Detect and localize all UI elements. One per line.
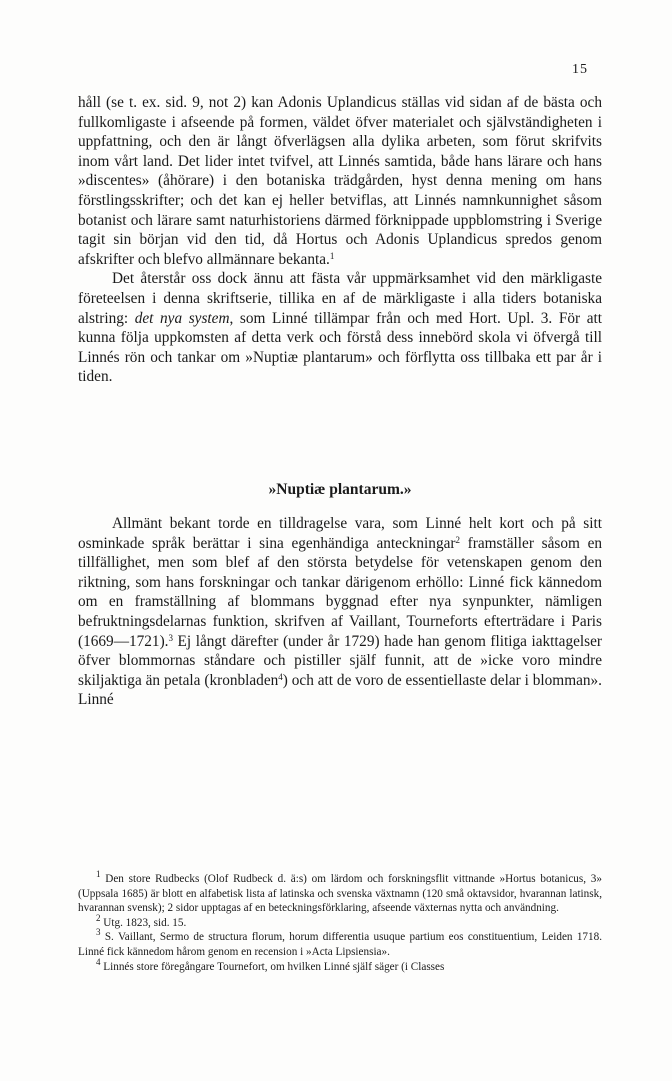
paragraph-2-part-1: Det återstår oss dock ännu att fästa vår uppmärksamhet vid den märkligaste företeelsen i denna skriftserie, tillika en af de märkligaste i alla tiders botaniska alstring:: [78, 270, 602, 327]
footnote-ref-4: 4: [278, 671, 283, 682]
paragraph-3: [78, 514, 602, 710]
section-text: [78, 514, 602, 710]
footnote-text: S. Vaillant, Sermo de structura florum, horum differentia usuque partium eos constituentium, Leiden 1718. Linné fick kännedom hårom genom en recension i »Acta Lipsiensia».: [78, 931, 602, 958]
paragraph-2-part-2: , som Linné tillämpar från och med Hort. Upl. 3. För att kunna följa uppkomsten af detta verk och förstå dess innebörd skola vi öfvergå till Linnés rön och tankar om »Nuptiæ plantarum» och förflytta oss tillbaka ett par år i tiden.: [78, 309, 602, 386]
paragraph-1: [78, 93, 602, 269]
footnote-1: [78, 869, 602, 916]
footnotes: [78, 869, 602, 974]
footnote-mark: 2: [96, 912, 101, 923]
footnote-text: Utg. 1823, sid. 15.: [100, 916, 187, 929]
footnote-3: [78, 927, 602, 959]
footnote-mark: 4: [96, 956, 101, 967]
footnote-text: Den store Rudbecks (Olof Rudbeck d. ä:s) om lärdom och forskningsflit vittnande »Hortus botanicus, 3» (Uppsala 1685) är blott en alfabetisk lista af latinska och svenska växtnamn (120 små oktavsidor, hvarannan latinsk, hvarannan svensk); 2 sidor upptagas af en beteckningsförklaring, afseende växternas nytta och användning.: [78, 873, 602, 915]
paragraph-2-emphasis: det nya system: [134, 309, 230, 327]
paragraph-2: [78, 269, 602, 387]
paragraph-1-text: håll (se t. ex. sid. 9, not 2) kan Adonis Uplandicus ställas vid sidan af de bästa och fullkomligaste i afseende på formen, väldet öfver materialet och självständigheten i uppfattning, och den är långt öfverlägsen alla dylika arbeten, som förut skrifvits inom vårt land. Det lider intet tvifvel, att Linnés samtida, både hans lärare och hans »discentes» (åhörare) i den botaniska trädgården, hyst denna mening om hans förstlingsskrifter; och det kan ej heller betviflas, att Linnés namnkunnighet såsom botanist och lärare samt naturhistoriens därmed förknippade uppblomstring i Sverige tagit sin början vid den tid, då Hortus och Adonis Uplandicus spredos genom afskrifter och blefvo allmännare bekanta.: [78, 94, 602, 268]
footnote-ref-1: 1: [329, 250, 335, 261]
footnote-2: [78, 912, 602, 931]
footnote-ref-2: 2: [455, 534, 460, 545]
footnote-mark: 3: [96, 927, 101, 938]
paragraph-3-part-3: Ej långt därefter (under år 1729) hade han genom flitiga iakttagelser öfver blommornas ståndare och pistiller själf funnit, att de »icke voro mindre skiljaktiga än petala (kronbladen: [78, 632, 602, 689]
section-heading: »Nuptiæ plantarum.»: [268, 481, 412, 498]
footnote-mark: 1: [96, 869, 101, 879]
paragraph-3-part-1: Allmänt bekant torde en tilldragelse vara, som Linné helt kort och på sitt osminkade språk berättar i sina egenhändiga anteckningar: [78, 515, 602, 552]
paragraph-3-part-2: framställer såsom en tillfällighet, men som blef af den största betydelse för vetenskapen genom den riktning, som hans forskningar och tankar därigenom erhöllo: Linné fick kännedom om en framställning af blommans byggnad efter nya synpunkter, nämligen befruktningsdelarnas funktion, skrifven af Vaillant, Tourneforts efterträdare i Paris (1669—1721).: [78, 534, 603, 650]
page-number: 15: [572, 62, 588, 77]
paragraph-3-part-4: ) och att de voro de essentiellaste delar i blomman». Linné: [78, 671, 602, 709]
footnote-4: [78, 956, 602, 975]
footnote-text: Linnés store föregångare Tournefort, om hvilken Linné själf säger (i Classes: [100, 960, 445, 973]
footnote-ref-3: 3: [168, 632, 173, 643]
main-text: [78, 93, 602, 387]
